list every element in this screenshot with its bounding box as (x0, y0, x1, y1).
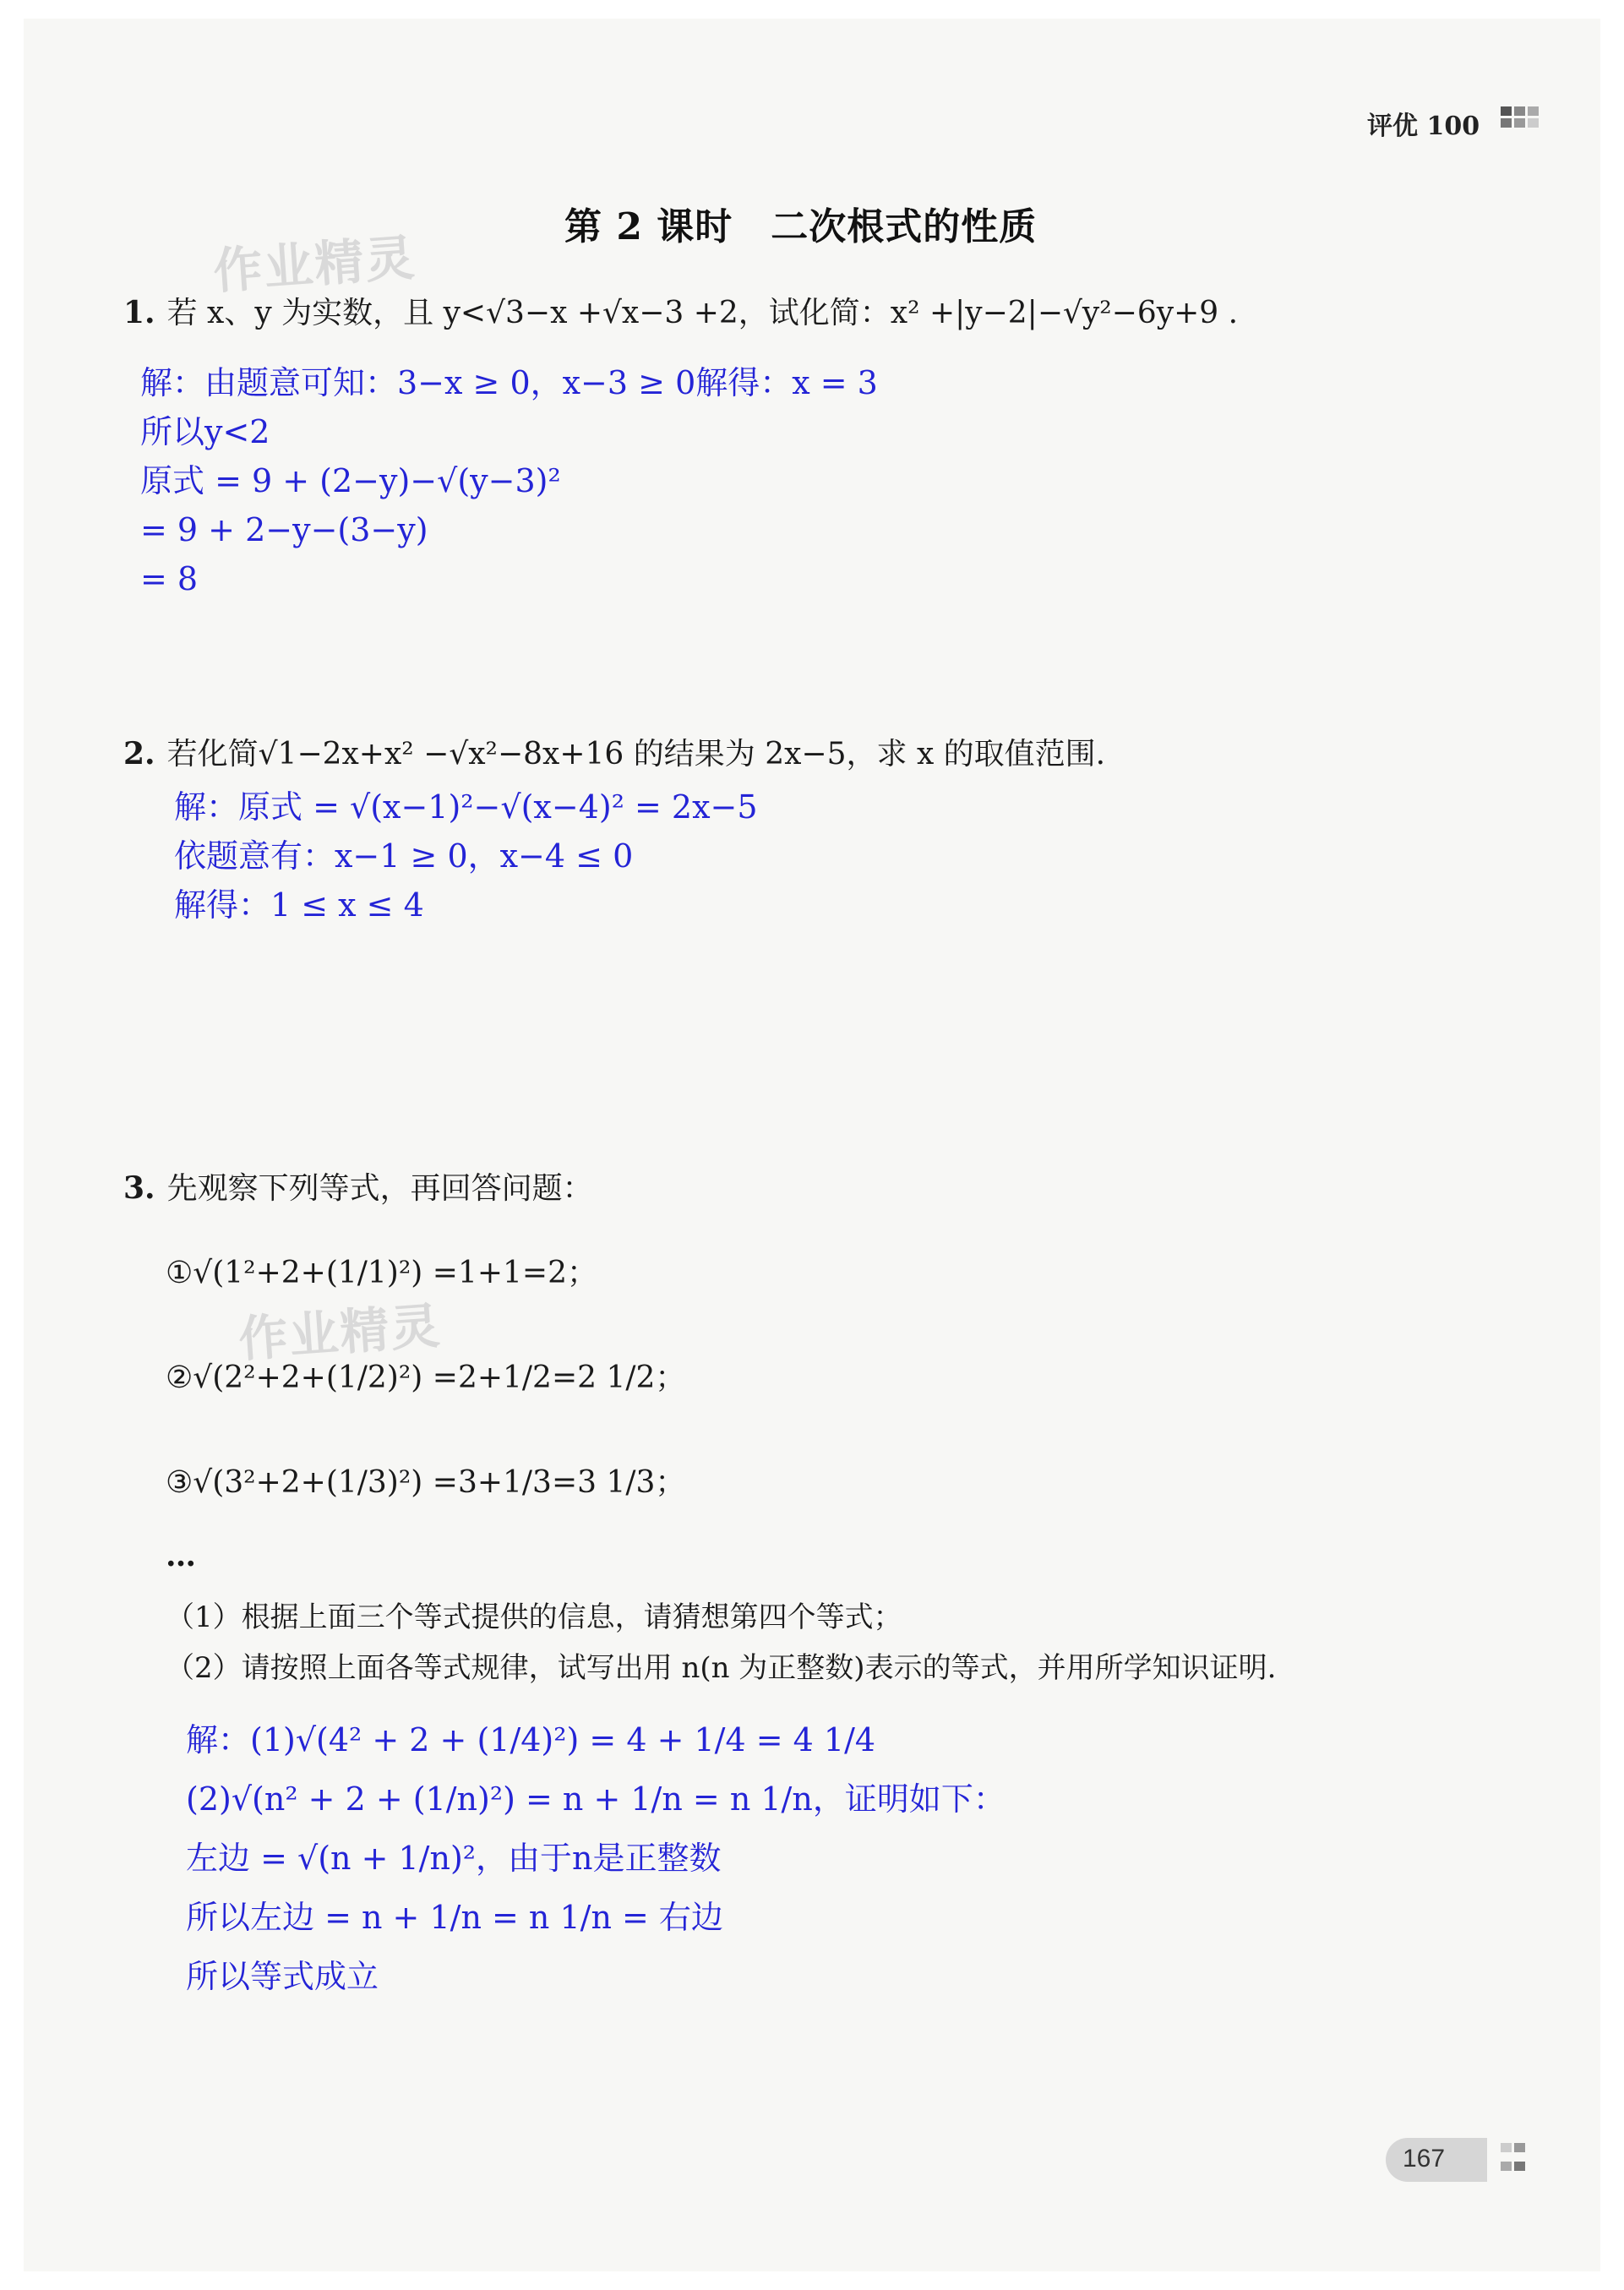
question-text: 先观察下列等式，再回答问题： (166, 1171, 593, 1206)
solution-1 (140, 358, 878, 603)
solution-line: 依题意有：x−1 ≥ 0，x−4 ≤ 0 (174, 837, 634, 875)
question-number: 2. (123, 736, 155, 772)
solution-2 (174, 782, 758, 930)
solution-3 (186, 1710, 1005, 2006)
solution-line: 左边 = √(n + 1/n)²，由于n是正整数 (186, 1840, 722, 1877)
solution-line: 原式 = 9 + (2−y)−√(y−3)² (140, 462, 561, 499)
solution-line: 解：(1)√(4² + 2 + (1/4)²) = 4 + 1/4 = 4 1/4 (186, 1721, 876, 1758)
question-text: 若 x、y 为实数，且 y<√3−x +√x−3 +2，试化简：x² +|y−2|−√y²−6y+9 . (166, 296, 1239, 330)
solution-line: 解得：1 ≤ x ≤ 4 (174, 886, 424, 924)
question-number: 3. (123, 1170, 155, 1206)
solution-line: 所以等式成立 (186, 1958, 379, 1995)
solution-line: 解：由题意可知：3−x ≥ 0，x−3 ≥ 0解得：x = 3 (140, 364, 878, 401)
ellipsis: … (166, 1538, 196, 1573)
brand-header: 评优 100 (1367, 112, 1480, 141)
watermark: 作业精灵 (211, 228, 418, 301)
watermark: 作业精灵 (237, 1296, 444, 1369)
sub-question-1: （1）根据上面三个等式提供的信息，请猜想第四个等式； (166, 1600, 902, 1634)
equation-3: ③√(3²+2+(1/3)²) =3+1/3=3 1/3； (166, 1465, 686, 1500)
question-2 (123, 735, 1105, 773)
equation-1: ①√(1²+2+(1/1)²) =1+1=2； (166, 1256, 597, 1290)
solution-line: = 9 + 2−y−(3−y) (140, 511, 428, 548)
equation-2: ②√(2²+2+(1/2)²) =2+1/2=2 1/2； (166, 1360, 686, 1395)
sub-question-2: （2）请按照上面各等式规律，试写出用 n(n 为正整数)表示的等式，并用所学知识证明. (166, 1651, 1277, 1685)
solution-line: 所以y<2 (140, 413, 270, 450)
solution-line: = 8 (140, 560, 199, 597)
solution-line: 解：原式 = √(x−1)²−√(x−4)² = 2x−5 (174, 788, 758, 826)
question-text: 若化简√1−2x+x² −√x²−8x+16 的结果为 2x−5，求 x 的取值范围. (166, 737, 1106, 772)
page-number: 167 (1403, 2145, 1446, 2173)
question-3 (123, 1170, 593, 1208)
question-number: 1. (123, 295, 155, 330)
solution-line: 所以左边 = n + 1/n = n 1/n = 右边 (186, 1899, 723, 1936)
page-title: 第 2 课时 二次根式的性质 (564, 205, 1038, 248)
solution-line: (2)√(n² + 2 + (1/n)²) = n + 1/n = n 1/n，证明如下： (186, 1780, 1005, 1818)
question-1 (123, 294, 1238, 332)
